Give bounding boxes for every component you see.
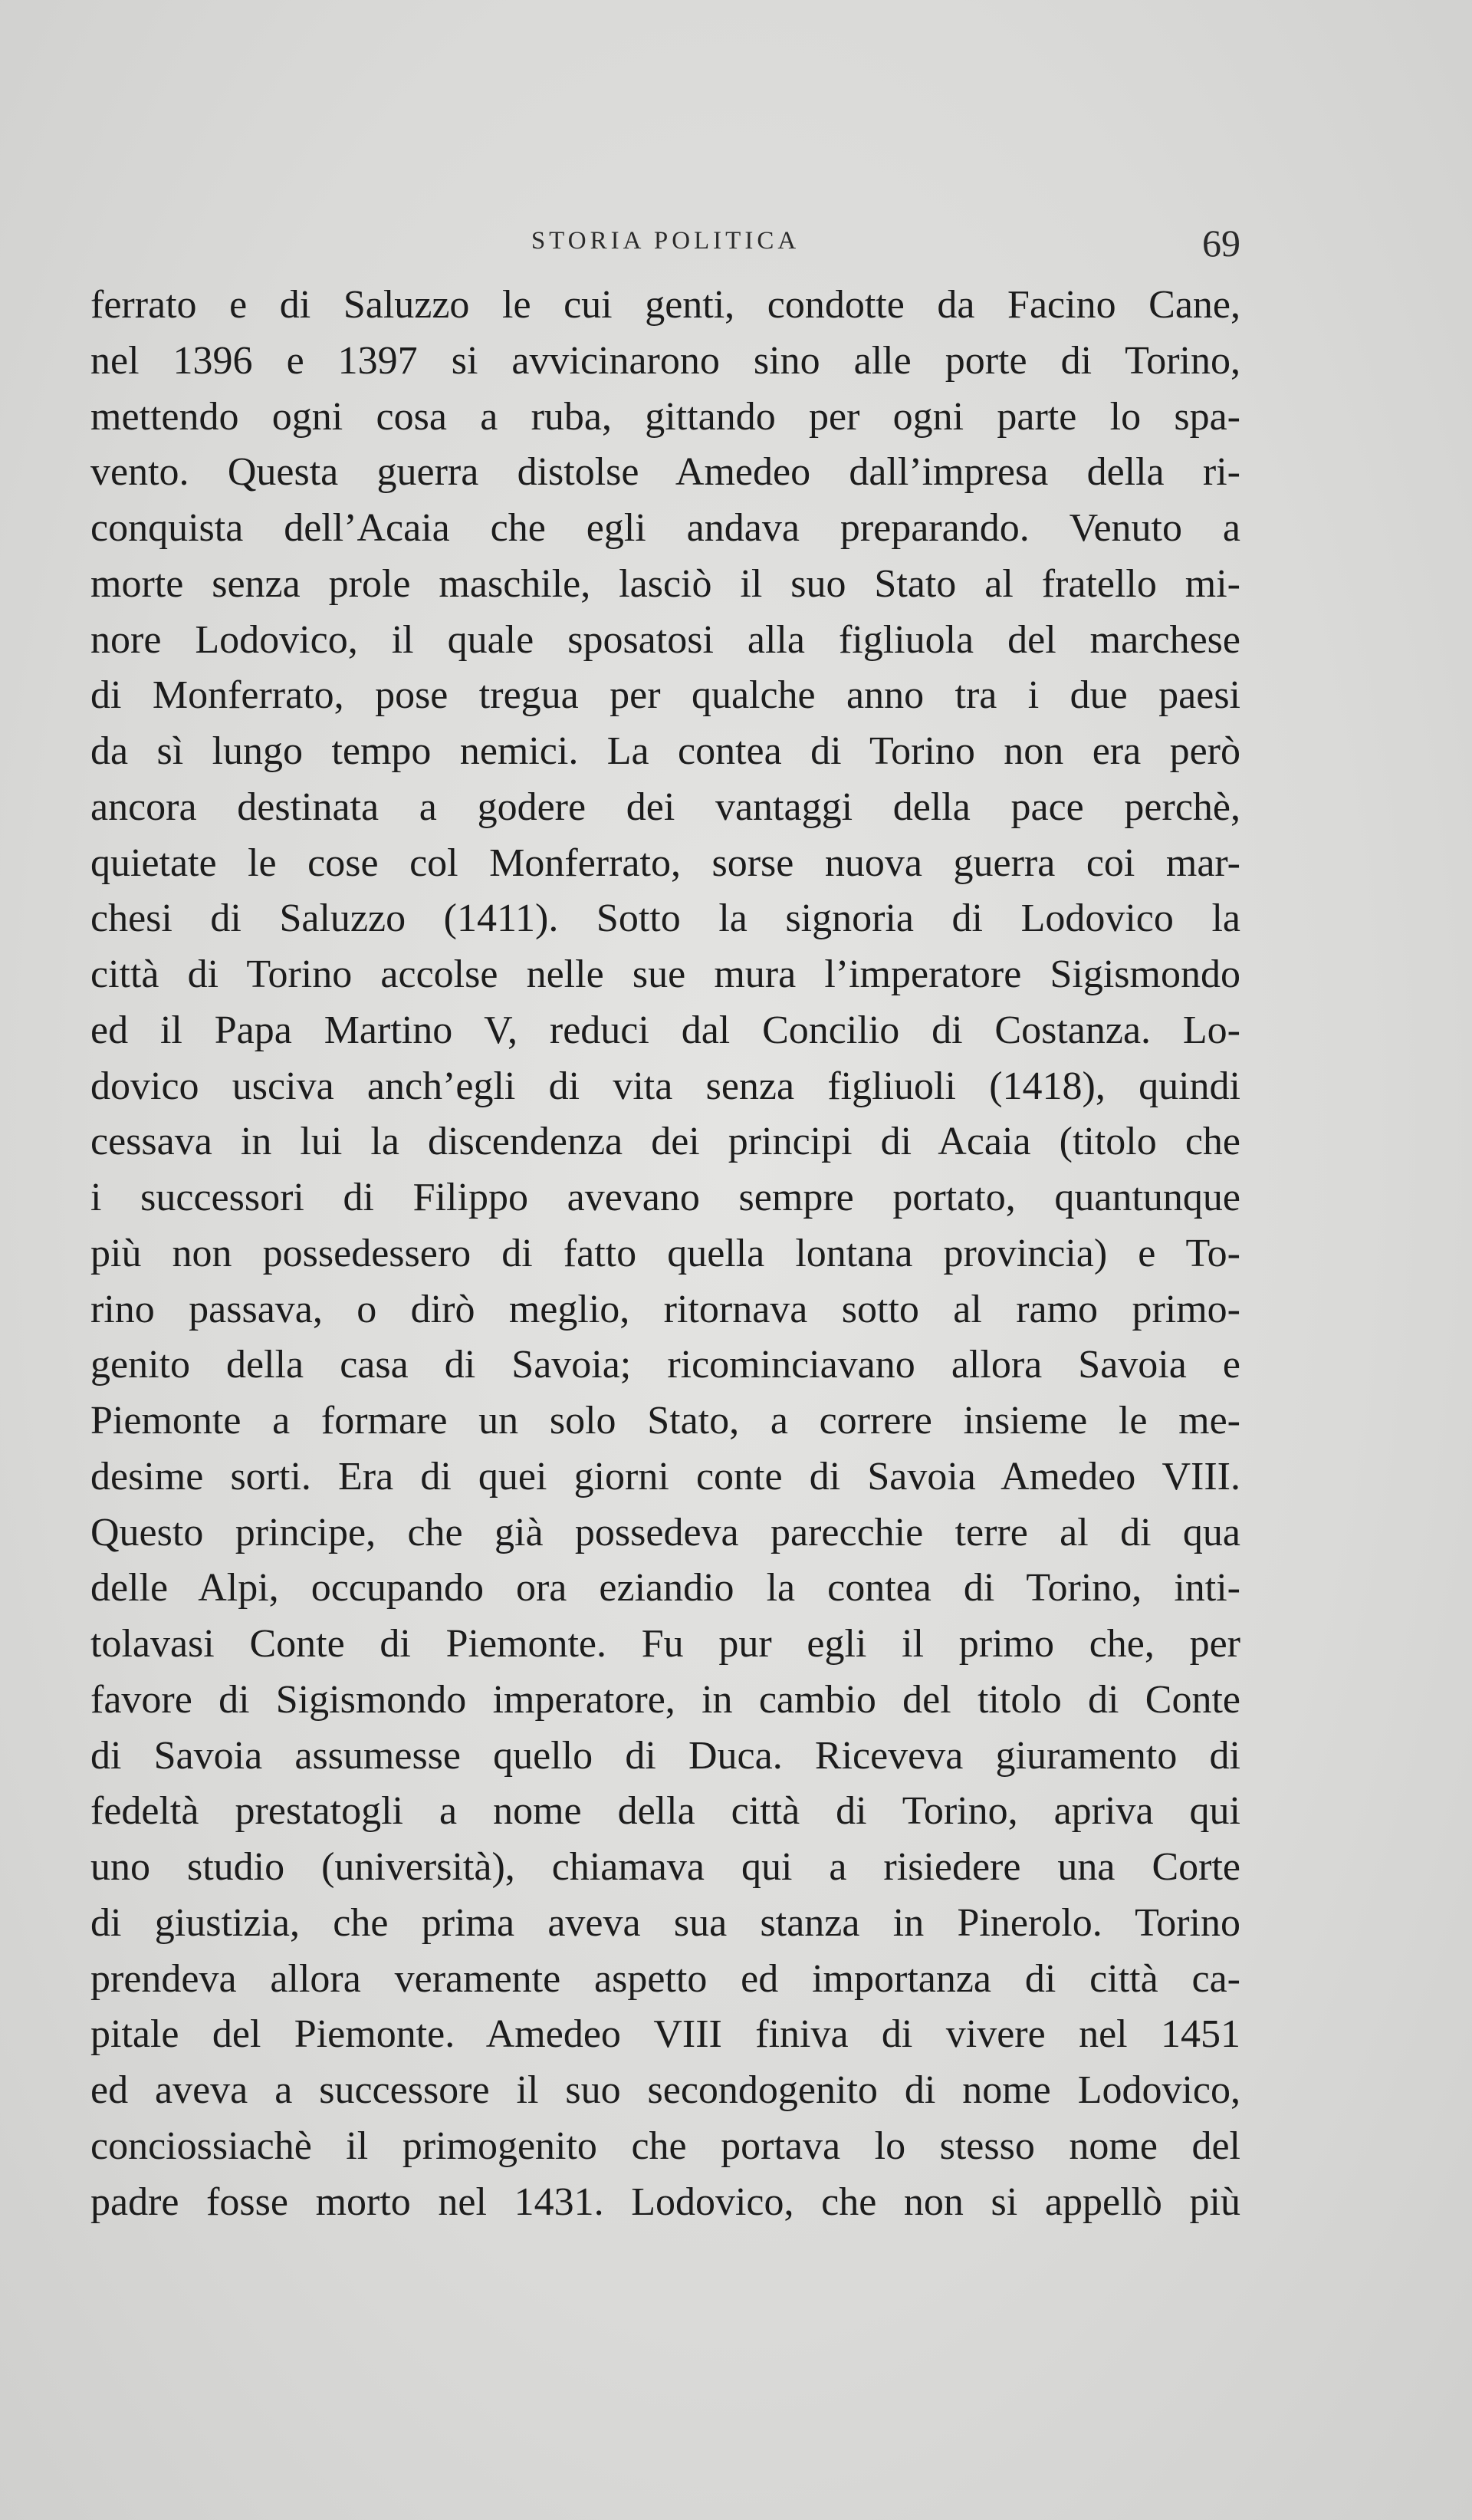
text-line: conciossiachè il primogenito che portava lo stesso nome del	[90, 2124, 1240, 2168]
body-text	[90, 278, 1240, 2230]
text-line: rino passava, o dirò meglio, ritornava sotto al ramo primo-	[90, 1287, 1240, 1331]
text-line: di Monferrato, pose tregua per qualche anno tra i due paesi	[90, 673, 1240, 718]
text-line: dovico usciva anch’egli di vita senza figliuoli (1418), quindi	[90, 1064, 1240, 1108]
text-line: di giustizia, che prima aveva sua stanza in Pinerolo. Torino	[90, 1900, 1240, 1945]
page-header	[90, 221, 1240, 267]
text-line: fedeltà prestatogli a nome della città di Torino, apriva qui	[90, 1789, 1240, 1834]
text-line: ancora destinata a godere dei vantaggi della pace perchè,	[90, 785, 1240, 829]
text-line: cessava in lui la discendenza dei principi di Acaia (titolo che	[90, 1120, 1240, 1164]
text-line: mettendo ogni cosa a ruba, gittando per ogni parte lo spa-	[90, 394, 1240, 439]
text-line: pitale del Piemonte. Amedeo VIII finiva di vivere nel 1451	[90, 2012, 1240, 2057]
text-line: morte senza prole maschile, lasciò il suo Stato al fratello mi-	[90, 561, 1240, 606]
text-line: vento. Questa guerra distolse Amedeo dall’impresa della ri-	[90, 450, 1240, 495]
running-title: STORIA POLITICA	[531, 227, 800, 255]
text-line: ed aveva a successore il suo secondogenito di nome Lodovico,	[90, 2068, 1240, 2112]
text-line: città di Torino accolse nelle sue mura l’imperatore Sigismondo	[90, 952, 1240, 996]
text-line: quietate le cose col Monferrato, sorse nuova guerra coi mar-	[90, 841, 1240, 885]
text-line: nel 1396 e 1397 si avvicinarono sino alle porte di Torino,	[90, 338, 1240, 383]
text-line: conquista dell’Acaia che egli andava preparando. Venuto a	[90, 506, 1240, 550]
text-line: favore di Sigismondo imperatore, in cambio del titolo di Conte	[90, 1677, 1240, 1722]
text-line: nore Lodovico, il quale sposatosi alla figliuola del marchese	[90, 617, 1240, 662]
text-line: padre fosse morto nel 1431. Lodovico, che non si appellò più	[90, 2180, 1240, 2224]
text-line: più non possedessero di fatto quella lontana provincia) e To-	[90, 1231, 1240, 1275]
text-line: uno studio (università), chiamava qui a risiedere una Corte	[90, 1845, 1240, 1889]
text-line: Questo principe, che già possedeva parecchie terre al di qua	[90, 1510, 1240, 1554]
text-line: genito della casa di Savoia; ricominciavano allora Savoia e	[90, 1343, 1240, 1387]
text-line: ferrato e di Saluzzo le cui genti, condotte da Facino Cane,	[90, 283, 1240, 327]
text-line: chesi di Saluzzo (1411). Sotto la signoria di Lodovico la	[90, 896, 1240, 941]
text-line: tolavasi Conte di Piemonte. Fu pur egli il primo che, per	[90, 1622, 1240, 1666]
text-line: Piemonte a formare un solo Stato, a correre insieme le me-	[90, 1399, 1240, 1443]
text-line: di Savoia assumesse quello di Duca. Riceveva giuramento di	[90, 1733, 1240, 1778]
text-line: da sì lungo tempo nemici. La contea di Torino non era però	[90, 729, 1240, 773]
text-line: ed il Papa Martino V, reduci dal Concilio di Costanza. Lo-	[90, 1008, 1240, 1052]
text-line: i successori di Filippo avevano sempre portato, quantunque	[90, 1176, 1240, 1219]
text-line: prendeva allora veramente aspetto ed importanza di città ca-	[90, 1956, 1240, 2001]
text-line: delle Alpi, occupando ora eziandio la contea di Torino, inti-	[90, 1566, 1240, 1610]
text-line: desime sorti. Era di quei giorni conte di Savoia Amedeo VIII.	[90, 1454, 1240, 1499]
page-number: 69	[1202, 222, 1240, 265]
